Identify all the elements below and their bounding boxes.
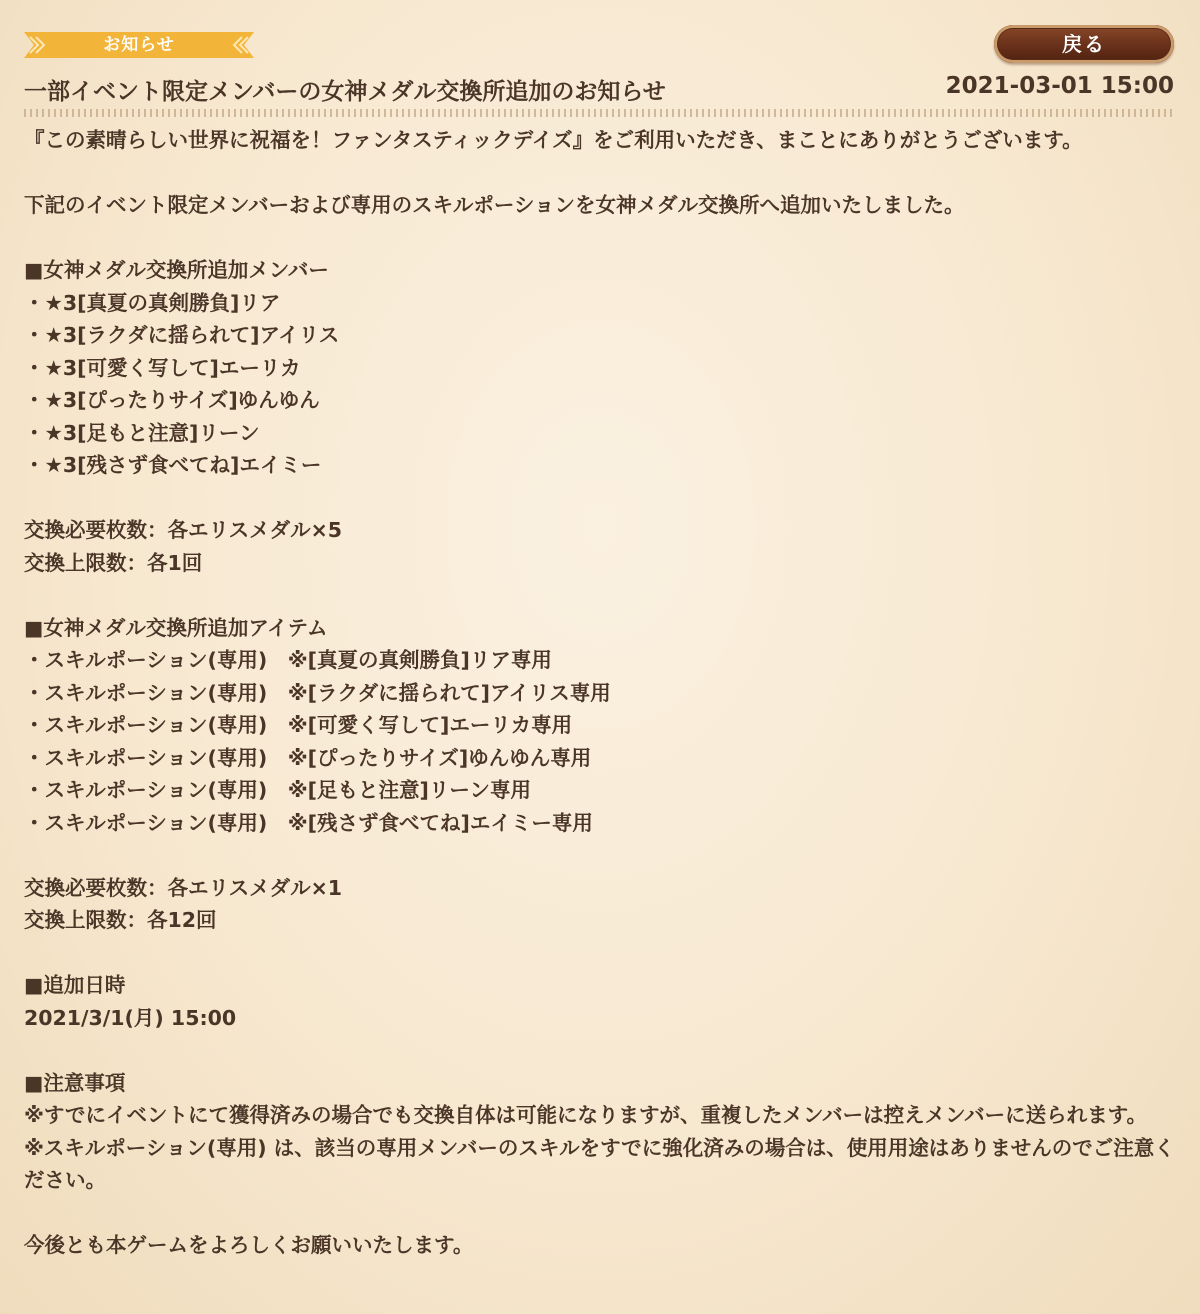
notice-text-line: ・スキルポーション(専用) ※[足もと注意]リーン専用 <box>24 778 531 802</box>
notice-text-line: ・★3[ぴったりサイズ]ゆんゆん <box>24 388 320 412</box>
blank-line <box>24 1197 1176 1230</box>
notice-text-line: 下記のイベント限定メンバーおよび専用のスキルポーションを女神メダル交換所へ追加いたしました。 <box>24 193 965 217</box>
blank-line <box>24 839 1176 872</box>
blank-line <box>24 157 1176 190</box>
notice-category-tag <box>24 32 254 58</box>
notice-title: 一部イベント限定メンバーの女神メダル交換所追加のお知らせ <box>24 79 666 105</box>
notice-text-line: ・スキルポーション(専用) ※[ぴったりサイズ]ゆんゆん専用 <box>24 745 592 770</box>
notice-date: 2021-03-01 15:00 <box>945 73 1174 99</box>
notice-text-line: ※すでにイベントにて獲得済みの場合でも交換自体は可能になりますが、重複したメンバーは控えメンバーに送られます。 <box>24 1103 1148 1127</box>
notice-text-line: 交換必要枚数：各エリスメダル×5 <box>24 518 343 542</box>
notice-text-line: ※スキルポーション(専用) は、該当の専用メンバーのスキルをすでに強化済みの場合は、使用用途はありませんのでご注意ください。 <box>24 1135 1175 1192</box>
notice-text-line: ■追加日時 <box>24 973 126 997</box>
notice-text-line: ・★3[ラクダに揺られて]アイリス <box>24 323 340 347</box>
notice-text-line: 交換上限数：各12回 <box>24 908 217 932</box>
notice-text-line: 交換必要枚数：各エリスメダル×1 <box>24 875 343 900</box>
blank-line <box>24 222 1176 255</box>
blank-line <box>24 1034 1176 1067</box>
notice-body <box>24 124 1176 1262</box>
notice-text-line: ・スキルポーション(専用) ※[残さず食べてね]エイミー専用 <box>24 810 593 835</box>
notice-text-line: 『この素晴らしい世界に祝福を！ファンタスティックデイズ』をご利用いただき、まことにありがとうございます。 <box>24 128 1083 152</box>
blank-line <box>24 482 1176 515</box>
notice-text-line: ■女神メダル交換所追加メンバー <box>24 258 329 282</box>
blank-line <box>24 579 1176 612</box>
back-button[interactable]: 戻る <box>994 25 1174 63</box>
notice-text-line: ・★3[可愛く写して]エーリカ <box>24 355 301 380</box>
notice-text-line: ・スキルポーション(専用) ※[可愛く写して]エーリカ専用 <box>24 713 573 737</box>
notice-text-line: 2021/3/1(月) 15:00 <box>24 1005 237 1030</box>
blank-line <box>24 937 1176 970</box>
notice-text-line: ・★3[残さず食べてね]エイミー <box>24 453 322 477</box>
notice-tag-label: お知らせ <box>103 35 175 55</box>
notice-text-line: ・★3[足もと注意]リーン <box>24 420 260 445</box>
notice-text-line: ■注意事項 <box>24 1070 126 1095</box>
notice-text-line: ・スキルポーション(専用) ※[ラクダに揺られて]アイリス専用 <box>24 680 611 705</box>
notice-text-line: 今後とも本ゲームをよろしくお願いいたします。 <box>24 1233 474 1257</box>
notice-text-line: 交換上限数：各1回 <box>24 550 203 575</box>
notice-text-line: ・★3[真夏の真剣勝負]リア <box>24 290 281 315</box>
notice-text-line: ■女神メダル交換所追加アイテム <box>24 615 328 640</box>
title-divider <box>24 109 1176 117</box>
notice-text-line: ・スキルポーション(専用) ※[真夏の真剣勝負]リア専用 <box>24 648 552 672</box>
